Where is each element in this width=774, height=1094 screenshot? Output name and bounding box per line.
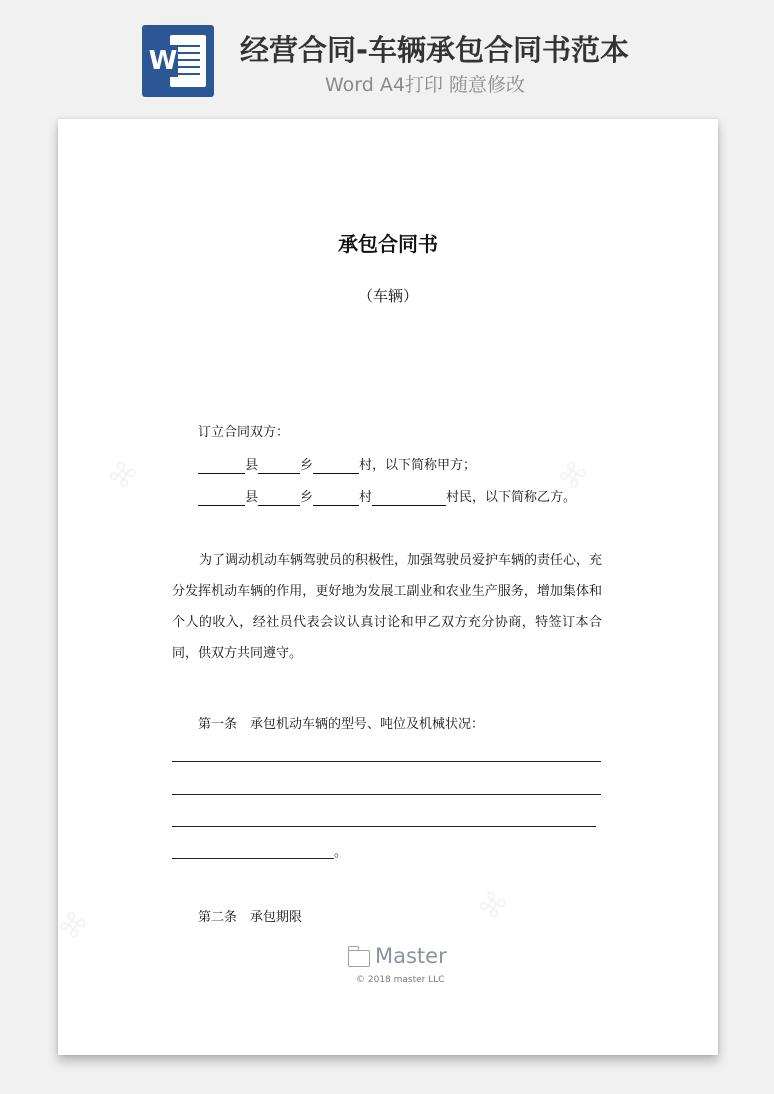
document-title: 承包合同书: [338, 232, 438, 256]
blank-field[interactable]: [372, 491, 446, 506]
blank-field[interactable]: [258, 491, 300, 506]
page-subtitle: Word A4打印 随意修改: [325, 74, 526, 96]
watermark: [471, 884, 513, 927]
page-title: 经营合同-车辆承包合同书范本: [240, 33, 630, 67]
party-b-line: 县 乡 村 村民，以下简称乙方。: [198, 490, 576, 506]
watermark: [101, 454, 143, 497]
fill-line[interactable]: [172, 761, 601, 762]
fill-line[interactable]: [172, 826, 596, 827]
blank-field[interactable]: [313, 459, 359, 474]
word-app-icon: [142, 25, 214, 97]
fill-line[interactable]: [172, 794, 601, 795]
article-1-heading: 第一条 承包机动车辆的型号、吨位及机械状况：: [198, 717, 485, 732]
blank-field[interactable]: [313, 491, 359, 506]
document-page: [58, 119, 718, 1055]
folder-icon: [348, 950, 370, 967]
blank-field[interactable]: [258, 459, 300, 474]
master-copyright: © 2018 master LLC: [356, 975, 445, 985]
document-subtitle: （车辆）: [357, 287, 418, 305]
party-a-line: 县 乡 村，以下简称甲方；: [198, 458, 476, 474]
blank-field[interactable]: [198, 491, 245, 506]
watermark: [51, 904, 93, 947]
blank-field[interactable]: [198, 459, 245, 474]
article-1-end: 。: [334, 845, 348, 860]
preamble-paragraph: 为了调动机动车辆驾驶员的积极性，加强驾驶员爱护车辆的责任心，充分发挥机动车辆的作用，更好地为发展工副业和农业生产服务，增加集体和个人的收入，经社员代表会议认真讨论和甲乙双方充分协商，特签订本合同，供双方共同遵守。: [172, 553, 603, 661]
word-w-icon: W: [148, 46, 178, 76]
fill-line[interactable]: [172, 858, 334, 859]
parties-intro: 订立合同双方：: [198, 425, 290, 440]
article-2-heading: 第二条 承包期限: [198, 910, 303, 925]
master-brand: Master: [375, 944, 447, 968]
